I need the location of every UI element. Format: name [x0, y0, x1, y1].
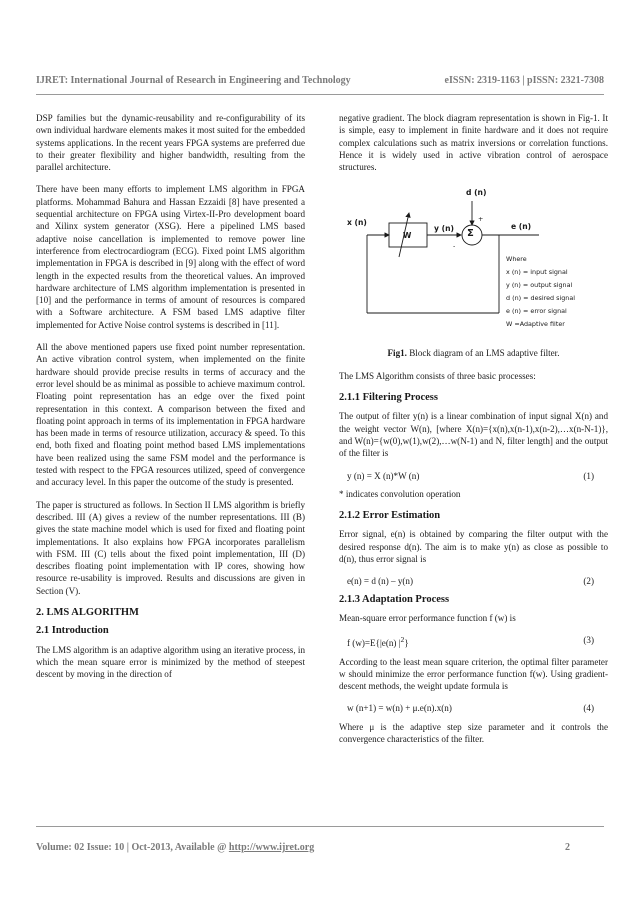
footer-volume-info: Volume: 02 Issue: 10 | Oct-2013, Available @ — [36, 842, 229, 853]
equation-superscript: 2 — [400, 635, 405, 645]
right-column — [339, 112, 608, 755]
legend-item: d (n) = desired signal — [506, 294, 576, 303]
paragraph: The output of filter y(n) is a linear combination of input signal X(n) and the weight vector W(n), [where X(n)={x(n),x(n-1),x(n-2),…x(n-N-1)}, and W(n)={w(0),w(1),w(2),…w(N-1) and N, filter length] and the output of the filter is — [339, 411, 608, 459]
equation-1 — [339, 470, 608, 482]
plus-sign: + — [478, 215, 484, 224]
paragraph: Mean-square error performance function f (w) is — [339, 612, 516, 623]
diagram-lines — [339, 183, 608, 343]
subsection-heading: 2.1 Introduction — [36, 625, 109, 637]
footer-rule — [36, 826, 604, 827]
subsection-heading: 2.1.3 Adaptation Process — [339, 593, 450, 605]
note: * indicates convolution operation — [339, 488, 461, 499]
filter-w-label: W — [403, 231, 412, 241]
paragraph: According to the least mean square criterion, the optimal filter parameter w should minimize the error performance function f(w). Using gradient-descent methods, the weight update formula is — [339, 656, 608, 692]
left-column — [36, 112, 305, 690]
paragraph: All the above mentioned papers use fixed point number representation. An active vibration control system, when implemented on the finite hardware should provide precise results in terms of accuracy and the error level should be as minimal as possible to achieve maximum control. Floating point representation has an edge over the fixed point representation in this context. A comparison between the fixed and floating point approach in terms of its implementation in FPGA hardware has been made in terms of resource utilization, accuracy & speed. To this end, both fixed and floating point method based LMS implementations have been realized using the same FSM model and the performance is tested with respect to the FPGA resources utilized, speed of convergence and accuracy level. In this paper the outcome of the study is presented. — [36, 342, 305, 488]
paragraph: The LMS algorithm is an adaptive algorithm using an iterative process, in which the mean square error is minimized by the method of steepest descent by moving in the direction of — [36, 644, 305, 680]
minus-sign: - — [453, 242, 456, 251]
equation-number: (2) — [583, 576, 594, 587]
legend-where: Where — [506, 255, 527, 264]
equation-number: (4) — [583, 703, 594, 714]
error-signal-label: e (n) — [511, 222, 532, 232]
paragraph: Where μ is the adaptive step size parameter and it controls the convergence characteristics of the filter. — [339, 721, 608, 745]
equation-text: w (n+1) = w(n) + μ.e(n).x(n) — [347, 703, 452, 714]
paragraph: The paper is structured as follows. In Section II LMS algorithm is briefly described. III (A) gives a review of the number representations. III (B) gives the state machine model which is used for fixed and floating point implementations. It also explains how FPGA incorporates parallelism with FSM. III (C) tells about the fixed point implementation, III (D) describes floating point implementation with IP cores, showing how resource re-usability is improved. Results and discussions are given in Section (V). — [36, 499, 305, 596]
page-number: 2 — [565, 842, 570, 853]
paragraph: Error signal, e(n) is obtained by comparing the filter output with the desired response d(n). The aim is to make y(n) as close as possible to d(n), thus error signal is — [339, 529, 608, 565]
subsection-heading: 2.1.2 Error Estimation — [339, 510, 441, 522]
input-signal-label: x (n) — [347, 218, 367, 228]
desired-signal-label: d (n) — [466, 188, 487, 198]
equation-text: e(n) = d (n) – y(n) — [347, 576, 413, 587]
lms-block-diagram — [339, 183, 608, 343]
legend-item: x (n) = input signal — [506, 268, 568, 277]
header-rule — [36, 94, 604, 95]
paragraph: There have been many efforts to implement LMS algorithm in FPGA platforms. Mohammad Bahura and Hassan Ezzaidi [8] have presented a sequential architecture on FPGA using Virtex-II-Pro development board and Xilinx system generator (XSG). Here a pipelined LMS based adaptive noise cancellation is implemented to remove power line interference from electrocardiogram (ECG). Fixed point LMS algorithm implementation in FPGA is described in [9] along with the effect of word length in the expected results from the theoretical values. An improved hardware architecture of LMS algorithm implementation is presented in [10] and the performance in terms of amount of resources is compared with a Software architecture. A FSM based LMS adaptive filter implemented for Active Noise control systems is described in [11]. — [36, 184, 305, 330]
equation-text: } — [404, 638, 409, 649]
issn-info: eISSN: 2319-1163 | pISSN: 2321-7308 — [444, 75, 604, 86]
caption-text: Block diagram of an LMS adaptive filter. — [406, 348, 560, 359]
journal-name: IJRET: International Journal of Research in Engineering and Technology — [36, 75, 351, 86]
running-footer — [36, 842, 604, 853]
equation-number: (3) — [583, 635, 594, 646]
equation-text: y (n) = X (n)*W (n) — [347, 470, 420, 481]
equation-number: (1) — [583, 470, 594, 481]
equation-3 — [339, 634, 608, 649]
equation-4 — [339, 702, 608, 714]
section-heading: 2. LMS ALGORITHM — [36, 606, 139, 618]
legend-item: y (n) = output signal — [506, 281, 573, 290]
caption-label: Fig1. — [387, 348, 407, 359]
paragraph: DSP families but the dynamic-reusability and re-configurability of its own individual hardware elements makes it most suited for the embedded systems applications. In the recent years FPGA systems are preferred due to their greater flexibility and higher bandwidth, resulting from the parallel architecture. — [36, 113, 305, 173]
paragraph: negative gradient. The block diagram representation is shown in Fig-1. It is simple, easy to implement in finite hardware and it does not require complex calculations such as matrix inversions or correlation functions. Hence it is widely used in active vibration control of aerospace structures. — [339, 113, 608, 173]
sigma-symbol: Σ — [467, 228, 474, 240]
journal-url-link[interactable]: http://www.ijret.org — [228, 842, 315, 853]
figure-caption — [339, 347, 608, 359]
equation-2 — [339, 575, 608, 587]
output-signal-label: y (n) — [434, 224, 454, 234]
paragraph: The LMS Algorithm consists of three basic processes: — [339, 370, 536, 381]
subsection-heading: 2.1.1 Filtering Process — [339, 392, 438, 404]
legend-item: e (n) = error signal — [506, 307, 567, 316]
equation-text: f (w)=E{|e(n) | — [347, 638, 401, 649]
legend-item: W =Adaptive filter — [506, 320, 565, 329]
